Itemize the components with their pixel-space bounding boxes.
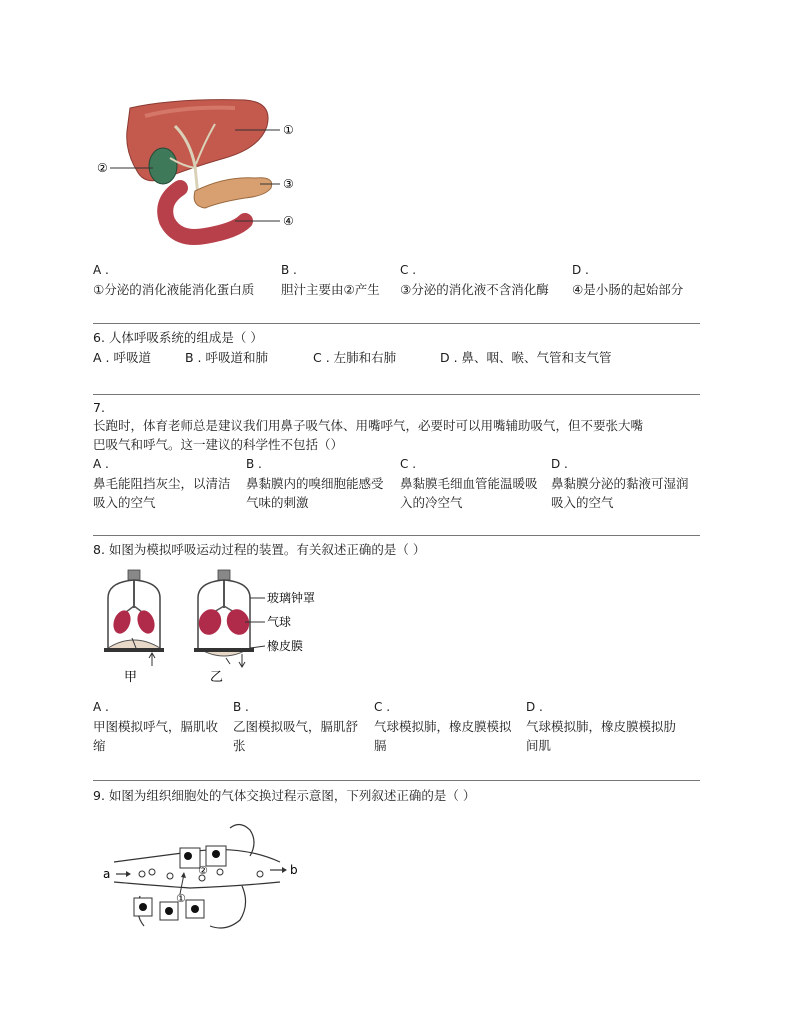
q6-option-d[interactable]: D . 鼻、咽、喉、气管和支气管 xyxy=(440,350,612,365)
option-text-line2: 膈 xyxy=(374,738,387,753)
option-letter: C . xyxy=(374,700,391,714)
option-letter: C . xyxy=(400,457,417,471)
q7-option-b[interactable] xyxy=(246,455,384,512)
option-text-line2: 张 xyxy=(233,738,246,753)
option-letter: B . xyxy=(246,457,262,471)
q8-option-c[interactable] xyxy=(374,698,512,755)
option-letter: D . xyxy=(551,457,568,471)
divider xyxy=(93,394,700,395)
gas-exchange-figure xyxy=(100,816,305,934)
q7-stem-line2: 巴吸气和呼气。这一建议的科学性不包括（） xyxy=(93,437,344,452)
marker-4: ④ xyxy=(283,214,294,228)
option-letter: B . xyxy=(233,700,249,714)
option-text-line1: 气球模拟肺，橡皮膜模拟 xyxy=(374,719,512,734)
q6-option-b[interactable]: B . 呼吸道和肺 xyxy=(185,350,268,365)
option-text-line2: 缩 xyxy=(93,738,106,753)
breathing-model-figure xyxy=(100,568,340,686)
label-1: ① xyxy=(176,892,186,905)
q6-option-a[interactable]: A . 呼吸道 xyxy=(93,350,151,365)
pancreas-shape xyxy=(194,178,272,208)
gallbladder-shape xyxy=(149,148,177,184)
label-2: ② xyxy=(198,864,208,877)
q8-option-d[interactable] xyxy=(526,698,676,755)
divider xyxy=(93,780,700,781)
bell-jar-a xyxy=(104,570,164,666)
divider xyxy=(93,323,700,324)
q8-option-a[interactable] xyxy=(93,698,218,755)
option-text-line1: 鼻毛能阻挡灰尘，以清洁 xyxy=(93,476,231,491)
option-text: 胆汁主要由②产生 xyxy=(281,282,380,297)
option-text: ④是小肠的起始部分 xyxy=(572,282,684,297)
label-rubber-membrane: 橡皮膜 xyxy=(267,639,304,653)
option-letter: A . xyxy=(93,700,109,714)
marker-1: ① xyxy=(283,123,294,137)
option-letter: B . xyxy=(281,263,297,277)
caption-yi: 乙 xyxy=(210,670,224,685)
option-letter: A . xyxy=(93,457,109,471)
q5-option-c[interactable] xyxy=(400,260,549,300)
option-text-line1: 甲图模拟呼气，膈肌收 xyxy=(93,719,219,734)
divider xyxy=(93,535,700,536)
q8-stem: 8. 如图为模拟呼吸运动过程的装置。有关叙述正确的是（ ） xyxy=(93,542,426,557)
option-text-line1: 鼻黏膜分泌的黏液可湿润 xyxy=(551,476,689,491)
option-letter: C . xyxy=(400,263,417,277)
q6-stem: 6. 人体呼吸系统的组成是（ ） xyxy=(93,330,263,345)
option-text: ①分泌的消化液能消化蛋白质 xyxy=(93,282,255,297)
option-text-line2: 吸入的空气 xyxy=(551,495,614,510)
option-text-line2: 气味的刺激 xyxy=(246,495,309,510)
bell-jar-b xyxy=(194,570,254,667)
q7-stem-line1: 长跑时，体育老师总是建议我们用鼻子吸气体、用嘴呼气，必要时可以用嘴辅助吸气，但不要张大嘴 xyxy=(93,418,644,433)
q7-number: 7. xyxy=(93,400,105,415)
q8-option-b[interactable] xyxy=(233,698,358,755)
q7-option-a[interactable] xyxy=(93,455,231,512)
label-b: b xyxy=(290,863,298,877)
q5-option-b[interactable] xyxy=(281,260,380,300)
label-bell-jar: 玻璃钟罩 xyxy=(267,591,316,605)
q5-option-d[interactable] xyxy=(572,260,683,300)
option-letter: D . xyxy=(526,700,543,714)
option-letter: A . xyxy=(93,263,109,277)
q6-option-c[interactable]: C . 左肺和右肺 xyxy=(313,350,397,365)
q7-option-d[interactable] xyxy=(551,455,689,512)
marker-3: ③ xyxy=(283,177,294,191)
option-text-line1: 鼻黏膜内的嗅细胞能感受 xyxy=(246,476,384,491)
option-text-line2: 入的冷空气 xyxy=(400,495,463,510)
marker-2: ② xyxy=(97,161,108,175)
liver-shape xyxy=(127,100,268,181)
q9-stem: 9. 如图为组织细胞处的气体交换过程示意图，下列叙述正确的是（ ） xyxy=(93,788,476,803)
label-balloon: 气球 xyxy=(267,615,292,629)
option-text-line2: 间肌 xyxy=(526,738,552,753)
option-text-line2: 吸入的空气 xyxy=(93,495,156,510)
option-text-line1: 乙图模拟吸气，膈肌舒 xyxy=(233,719,359,734)
option-text-line1: 气球模拟肺，橡皮膜模拟肋 xyxy=(526,719,677,734)
q5-option-a[interactable] xyxy=(93,260,254,300)
digestive-organs-figure xyxy=(95,96,305,246)
option-letter: D . xyxy=(572,263,589,277)
q7-option-c[interactable] xyxy=(400,455,538,512)
option-text-line1: 鼻黏膜毛细血管能温暖吸 xyxy=(400,476,538,491)
label-a: a xyxy=(103,867,111,881)
caption-jia: 甲 xyxy=(124,670,138,685)
option-text: ③分泌的消化液不含消化酶 xyxy=(400,282,549,297)
